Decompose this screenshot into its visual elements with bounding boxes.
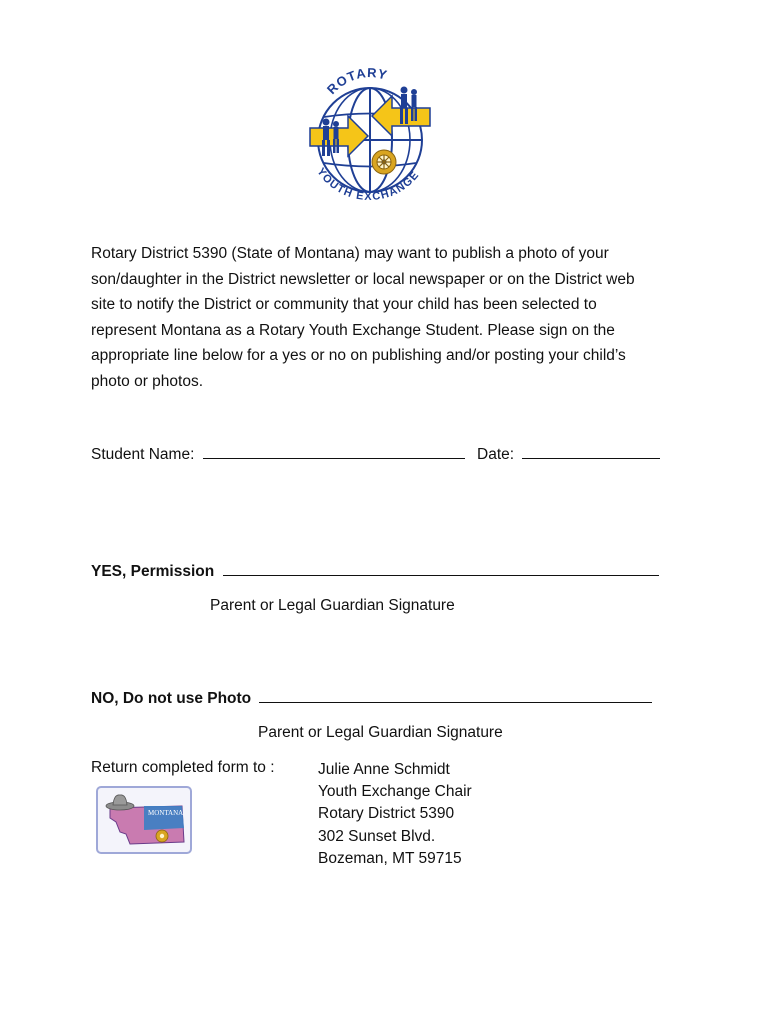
rotary-youth-exchange-logo (300, 62, 440, 212)
yes-signature-caption: Parent or Legal Guardian Signature (210, 597, 455, 614)
date-label: Date: (477, 446, 515, 463)
logo-bottom-text: YOUTH EXCHANGE (314, 165, 422, 204)
logo-top-text: ROTARY (323, 65, 390, 98)
paragraph-line: photo or photos. (91, 372, 204, 390)
no-signature-line[interactable] (259, 690, 652, 703)
date-line[interactable] (522, 446, 660, 459)
student-name-label: Student Name: (91, 446, 195, 463)
no-permission-label: NO, Do not use Photo (91, 690, 252, 707)
address-line: Youth Exchange Chair (318, 783, 472, 801)
no-permission-row (91, 690, 652, 708)
intro-paragraph (91, 241, 691, 395)
paragraph-line: represent Montana as a Rotary Youth Exchange Student. Please sign on the (91, 321, 615, 339)
paragraph-line: Rotary District 5390 (State of Montana) may want to publish a photo of your (91, 245, 609, 262)
svg-text:YOUTH EXCHANGE (314, 166, 422, 203)
address-line: Rotary District 5390 (318, 805, 455, 823)
address-line: Bozeman, MT 59715 (318, 849, 462, 867)
paragraph-line: appropriate line below for a yes or no on publishing and/or posting your child’s (91, 347, 626, 365)
no-signature-caption: Parent or Legal Guardian Signature (258, 724, 503, 741)
yes-permission-label: YES, Permission (91, 563, 215, 580)
date-row (477, 446, 660, 464)
montana-rotary-logo (96, 786, 192, 854)
montana-text: MONTANA (148, 809, 184, 817)
paragraph-line: site to notify the District or community that your child has been selected to (91, 296, 597, 314)
student-name-line[interactable] (203, 446, 465, 459)
address-line: 302 Sunset Blvd. (318, 827, 436, 845)
student-name-row (91, 446, 465, 464)
yes-permission-row (91, 563, 659, 581)
yes-signature-line[interactable] (223, 563, 659, 576)
return-label: Return completed form to : (91, 759, 275, 776)
address-line: Julie Anne Schmidt (318, 761, 450, 778)
return-address (318, 759, 472, 870)
paragraph-line: son/daughter in the District newsletter or local newspaper or on the District web (91, 270, 635, 288)
